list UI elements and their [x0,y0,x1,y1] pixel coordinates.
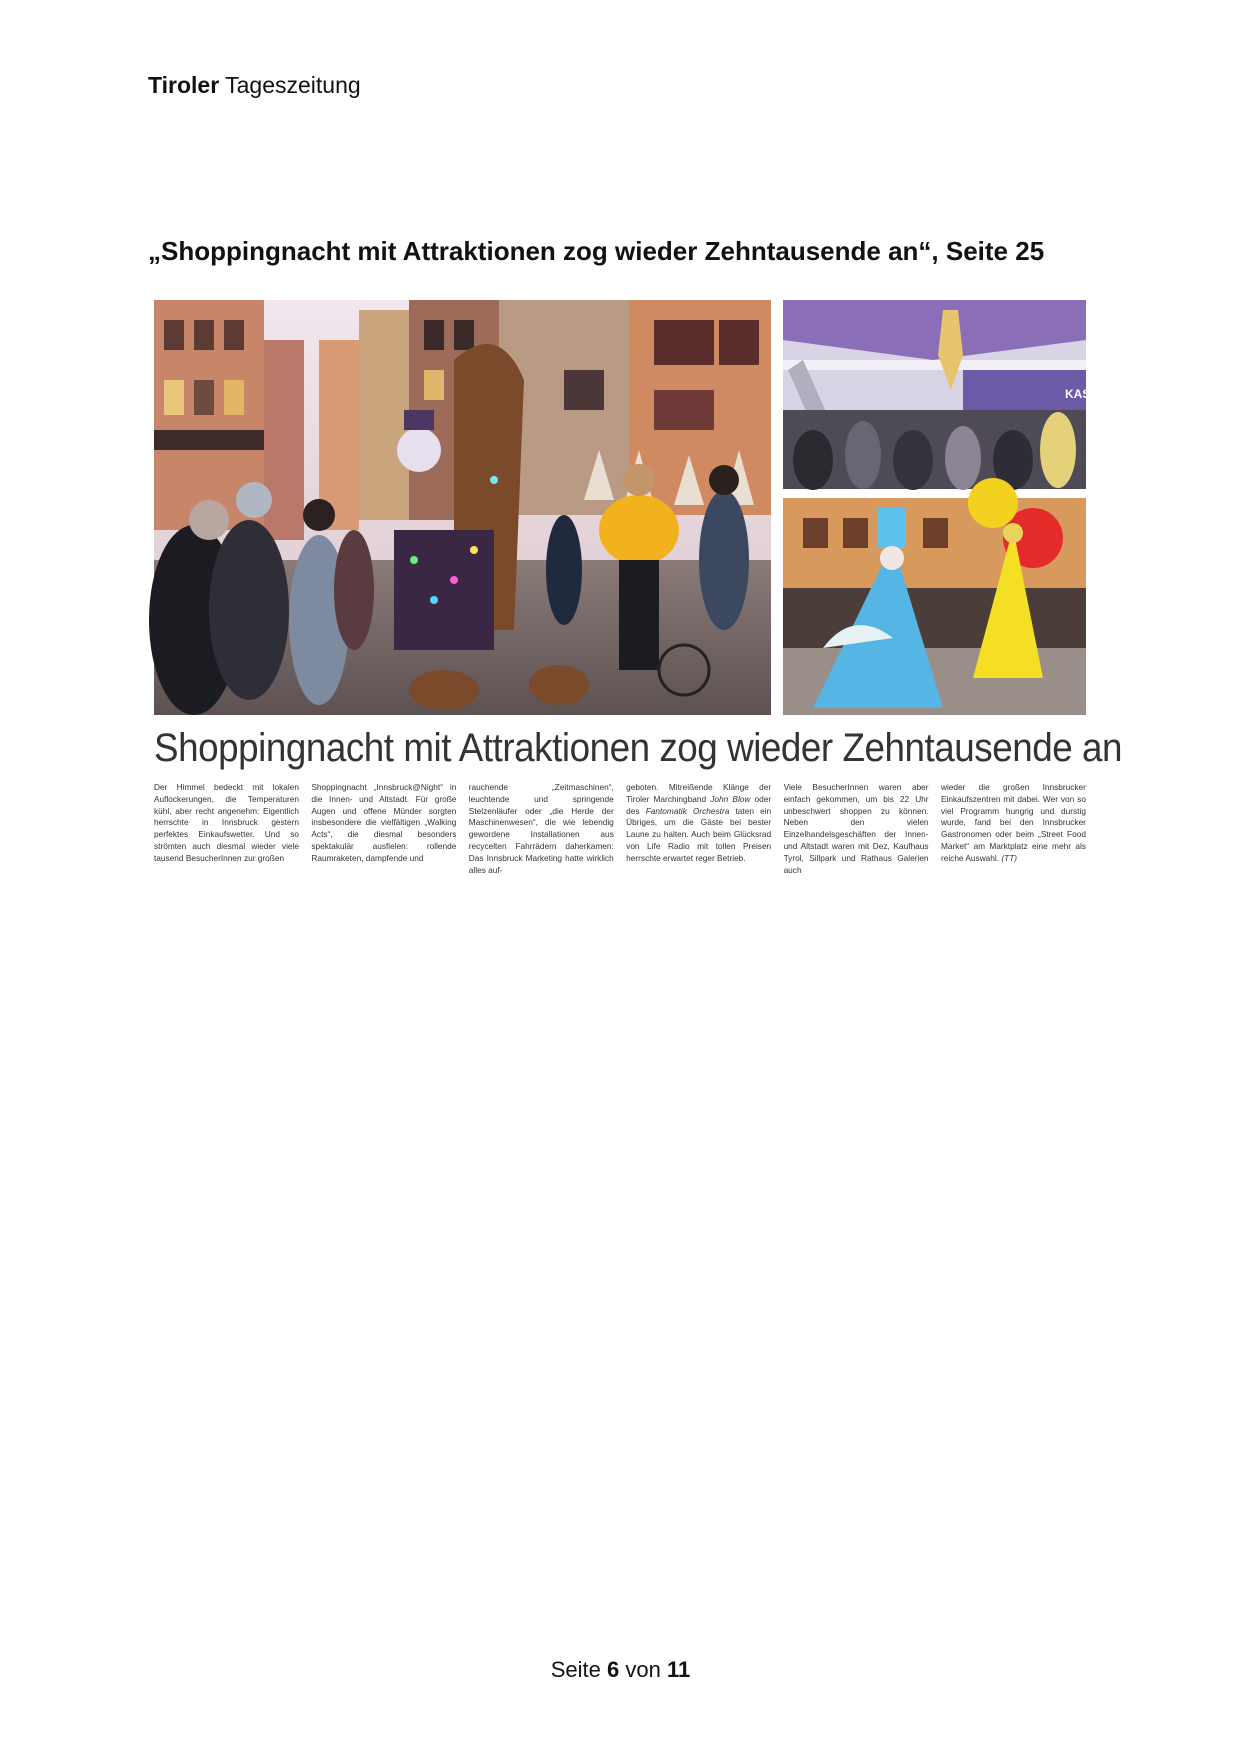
band-name-fantomatik: Fantomatik Orchestra [645,805,730,816]
clipping-headline: Shoppingnacht mit Attraktionen zog wieder Zehntausende an [154,726,1123,770]
shopping-mall-photo [783,300,1091,489]
author-tag: (TT) [1001,852,1018,863]
masthead-bold: Tiroler [148,72,220,98]
document-title: „Shoppingnacht mit Attraktionen zog wieder Zehntausende an“, Seite 25 [148,236,1045,266]
current-page-number: 6 [607,1657,620,1682]
clipping-column-6 [941,782,1086,876]
band-name-john-blow: John Blow [710,793,751,804]
clipping-columns [154,782,1086,876]
footer-prefix: Seite [550,1657,608,1682]
masthead [148,72,361,99]
footer-middle: von [619,1657,667,1682]
column-4-part-1: geboten. Mitreißende Klänge der Tiroler Marchingband [626,782,772,804]
street-scene-photo [154,300,771,715]
stilt-walkers-photo [783,498,1086,715]
column-6-text: wieder die großen Innsbrucker Einkaufszentren mit dabei. Wer von so viel Programm hungrig und durstig wurde, fand bei den Innsbrucker Gastronomen oder beim „Street Food Market“ am Marktplatz eine mehr als reiche Auswahl. [940,782,1086,863]
clipping-column-2: Shoppingnacht „Innsbruck@Night“ in die Innen- und Altstadt. Für große Augen und offene Münder sorgten insbesondere die vielfältigen „Walking Acts“, die diesmal besonders spektakulär ausfielen: rollende Raumraketen, dampfende und [311,782,457,863]
column-4-part-2: oder des [626,793,772,816]
column-4-part-3: taten ein Übriges, um die Gäste bei bester Laune zu halten. Auch beim Glücksrad von Life Radio mit tollen Preisen herrschte erwartet reger Betrieb. [626,805,772,863]
total-page-count: 11 [666,1657,691,1682]
mall-sign-text: KAS [1065,387,1091,401]
clipping-column-4 [626,782,771,876]
masthead-regular: Tageszeitung [219,72,361,98]
clipping-column-3: rauchende „Zeitmaschinen“, leuchtende und springende Stelzenläufer oder „die Herde der Maschinenwesen“, die wie lebendig gewordene Installationen aus recycelten Fahrrädern daherkamen: Das Innsbruck Marketing hatte wirklich alles auf- [468,782,614,875]
clipping-column-1: Der Himmel bedeckt mit lokalen Auflockerungen, die Temperaturen kühl, aber recht angenehm: Eigentlich herrschte in Innsbruck gestern perfektes Einkaufswetter. Und so strömten auch diesmal wieder viele tausend BesucherInnen zur großen [154,782,299,863]
page-footer [0,1657,1241,1683]
clipping-column-5: Viele BesucherInnen waren aber einfach gekommen, um bis 22 Uhr unbeschwert shoppen zu können. Neben den vielen Einzelhandelsgeschäften der Innen- und Altstadt waren mit Dez, Kaufhaus Tyrol, Sillpark und Rathaus Galerien auch [783,782,929,875]
